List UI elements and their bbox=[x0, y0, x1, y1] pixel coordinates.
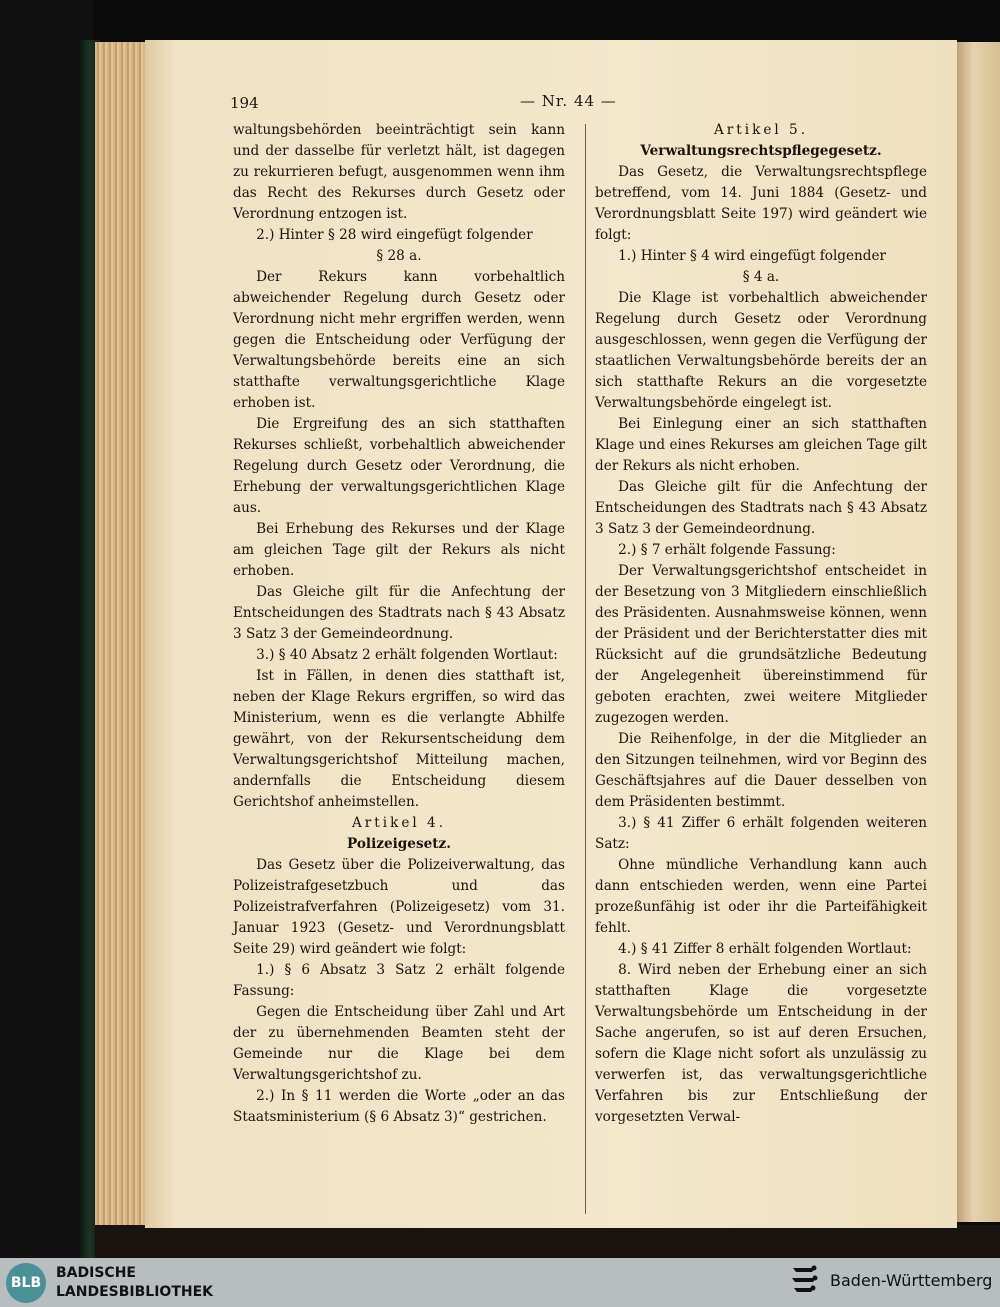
left-paragraph: 3.) § 40 Absatz 2 erhält folgenden Wortlaut: bbox=[256, 647, 558, 663]
right-paragraph: Ohne mündliche Verhandlung kann auch dann entschieden werden, wenn eine Partei prozeßunfähig ist oder ihr die Parteifähigkeit fehlt. bbox=[595, 857, 927, 936]
left-paragraph: 2.) Hinter § 28 wird eingefügt folgender bbox=[256, 227, 533, 243]
right-paragraph: Bei Einlegung einer an sich statthaften Klage und eines Rekurses am gleichen Tage gilt der Rekurs als nicht erhoben. bbox=[595, 416, 927, 474]
left-paragraph: Ist in Fällen, in denen dies statthaft ist, neben der Klage Rekurs ergriffen, so wird das Ministerium, wenn es die verlangte Abhilfe gewährt, von der Rekursentscheidung dem Verwaltungsgerichtshof Mitteilung machen, andernfalls die Entscheidung diesem Gerichtshof anheimstellen. bbox=[233, 668, 565, 810]
left-paragraph: Das Gesetz über die Polizeiverwaltung, das Polizeistrafgesetzbuch und das Polizeistrafverfahren (Polizeigesetz) vom 31. Januar 1923 (Gesetz- und Verordnungsblatt Seite 29) wird geändert wie folgt: bbox=[233, 857, 565, 957]
page-number: 194 bbox=[230, 94, 259, 112]
right-paragraph: Der Verwaltungsgerichtshof entscheidet in der Besetzung von 3 Mitgliedern einschließlich des Präsidenten. Ausnahmsweise können, wenn der Präsident und der Berichterstatter dies mit Rücksicht auf die grundsätzliche Bedeutung der Angelegenheit übereinstimmend für geboten erachten, zwei weitere Mitglieder zugezogen werden. bbox=[595, 563, 927, 726]
right-paragraph: Die Reihenfolge, in der die Mitglieder an den Sitzungen teilnehmen, wird vor Beginn des Geschäftsjahres auf die Dauer desselben von dem Präsidenten bestimmt. bbox=[595, 731, 927, 810]
right-paragraph: § 4 a. bbox=[742, 269, 780, 285]
running-head: — Nr. 44 — bbox=[520, 92, 617, 110]
left-paragraph: Das Gleiche gilt für die Anfechtung der Entscheidungen des Stadtrats nach § 43 Absatz 3 Satz 3 der Gemeindeordnung. bbox=[233, 584, 565, 642]
library-name[interactable] bbox=[56, 1264, 213, 1302]
right-paragraph: Das Gesetz, die Verwaltungsrechtspflege betreffend, vom 14. Juni 1884 (Gesetz- und Verordnungsblatt Seite 197) wird geändert wie folgt: bbox=[595, 164, 927, 243]
left-paragraph: Bei Erhebung des Rekurses und der Klage am gleichen Tage gilt der Rekurs als nicht erhoben. bbox=[233, 521, 565, 579]
right-column bbox=[595, 120, 927, 1128]
page-edges bbox=[95, 42, 147, 1227]
right-paragraph: 3.) § 41 Ziffer 6 erhält folgenden weiteren Satz: bbox=[595, 815, 927, 852]
left-paragraph: Gegen die Entscheidung über Zahl und Art der zu übernehmenden Beamten steht der Gemeinde nur die Klage bei dem Verwaltungsgerichtshof zu. bbox=[233, 1004, 565, 1083]
right-paragraph: 4.) § 41 Ziffer 8 erhält folgenden Wortlaut: bbox=[618, 941, 912, 957]
left-column bbox=[233, 120, 565, 1128]
left-paragraph: Die Ergreifung des an sich statthaften Rekurses schließt, vorbehaltlich abweichender Regelung durch Gesetz oder Verordnung, die Erhebung der verwaltungsgerichtlichen Klage aus. bbox=[233, 416, 565, 516]
blb-logo[interactable]: BLB bbox=[6, 1263, 46, 1303]
left-paragraph: Artikel 4. bbox=[351, 815, 447, 831]
left-paragraph: § 28 a. bbox=[376, 248, 422, 264]
right-paragraph: Artikel 5. bbox=[713, 122, 809, 138]
library-footer bbox=[0, 1258, 1000, 1307]
right-paragraph: Das Gleiche gilt für die Anfechtung der Entscheidungen des Stadtrats nach § 43 Absatz 3 Satz 3 der Gemeindeordnung. bbox=[595, 479, 927, 537]
right-paragraph: 2.) § 7 erhält folgende Fassung: bbox=[618, 542, 836, 558]
right-paragraph: 8. Wird neben der Erhebung einer an sich statthaften Klage die vorgesetzte Verwaltungsbehörde um Entscheidung in der Sache angerufen, so ist auf deren Ersuchen, sofern die Klage nicht sofort als unzulässig zu verwerfen ist, das verwaltungsgerichtliche Verfahren bis zur Entschließung der vorgesetzten Verwal- bbox=[595, 962, 927, 1125]
document-page bbox=[145, 40, 957, 1228]
right-paragraph: 1.) Hinter § 4 wird eingefügt folgender bbox=[618, 248, 887, 264]
left-paragraph: 2.) In § 11 werden die Worte „oder an das Staatsministerium (§ 6 Absatz 3)“ gestrichen. bbox=[233, 1088, 565, 1125]
library-name-line1: BADISCHE bbox=[56, 1265, 136, 1281]
left-paragraph: Der Rekurs kann vorbehaltlich abweichender Regelung durch Gesetz oder Verordnung nicht mehr ergriffen werden, wenn gegen die Entscheidung oder Verfügung der Verwaltungsbehörde bereits eine an sich statthafte verwaltungsgerichtliche Klage erhoben ist. bbox=[233, 269, 565, 411]
left-paragraph: 1.) § 6 Absatz 3 Satz 2 erhält folgende Fassung: bbox=[233, 962, 565, 999]
state-name[interactable]: Baden-Württemberg bbox=[830, 1271, 993, 1290]
column-divider bbox=[585, 124, 586, 1214]
right-paragraph: Verwaltungsrechtspflegegesetz. bbox=[640, 143, 882, 159]
scan-bottom-edge bbox=[95, 1225, 1000, 1258]
three-lions-icon[interactable] bbox=[790, 1264, 820, 1300]
left-paragraph: Polizeigesetz. bbox=[347, 836, 451, 852]
library-name-line2: LANDESBIBLIOTHEK bbox=[56, 1284, 214, 1300]
left-paragraph: waltungsbehörden beeinträchtigt sein kann und der dasselbe für verletzt hält, ist dagegen zu rekurrieren befugt, ausgenommen wenn ihm das Recht des Rekurses durch Gesetz oder Verordnung entzogen ist. bbox=[233, 122, 565, 222]
facing-page-edge bbox=[955, 42, 1000, 1222]
right-paragraph: Die Klage ist vorbehaltlich abweichender Regelung durch Gesetz oder Verordnung ausgeschlossen, wenn gegen die Verfügung der staatlichen Verwaltungsbehörde bereits der an sich statthafte Rekurs an die vorgesetzte Verwaltungsbehörde eingelegt ist. bbox=[595, 290, 927, 411]
